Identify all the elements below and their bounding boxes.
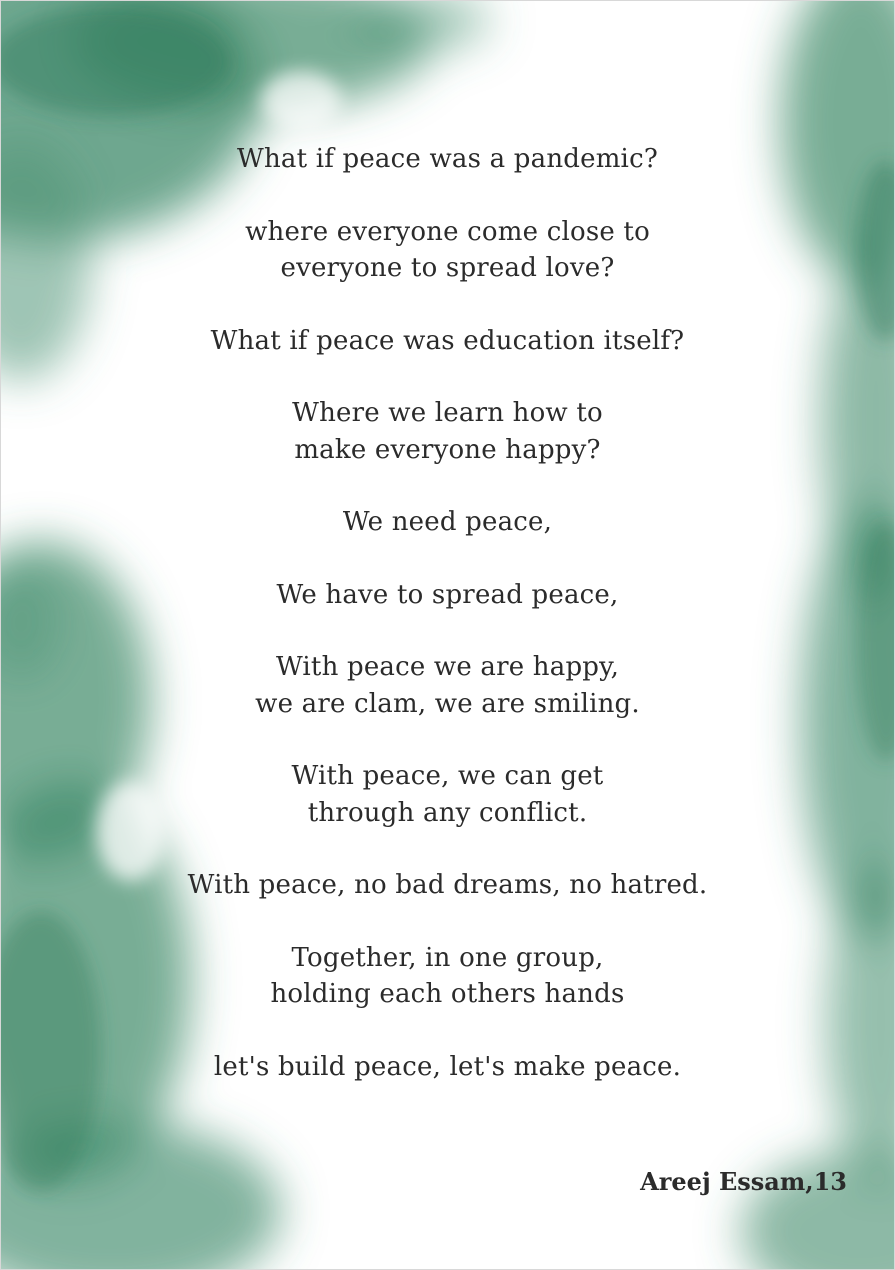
poem-line: With peace, we can get [291,761,604,791]
stanza [1,395,894,468]
poem-line: With peace we are happy, [275,652,620,682]
poem-line: let's build peace, let's make peace. [213,1051,682,1082]
poem-line: Together, in one group, [291,942,604,973]
poem-line: everyone to spread love? [280,253,615,283]
stanza [1,504,894,541]
stanza [1,577,894,614]
stanza [1,1049,894,1086]
stanza [1,940,894,1013]
poem-line: With peace, no bad dreams, no hatred. [187,870,708,900]
poem-line: We have to spread peace, [276,579,619,610]
poem-line: We need peace, [342,507,553,537]
poem-body [1,141,894,1121]
poem-line: holding each others hands [270,979,625,1009]
poem-line: through any conflict. [307,797,588,828]
poem-line: Where we learn how to [292,398,603,428]
poem-line: make everyone happy? [294,434,601,465]
stanza [1,867,894,904]
stanza [1,214,894,287]
stanza [1,758,894,831]
poem-line: What if peace was a pandemic? [237,144,658,174]
stanza [1,649,894,722]
author-signature: Areej Essam,13 [640,1167,847,1196]
stanza [1,141,894,178]
stanza [1,323,894,360]
poem-line: we are clam, we are smiling. [255,688,640,719]
poem-line: where everyone come close to [245,216,650,247]
poem-line: What if peace was education itself? [210,325,685,356]
